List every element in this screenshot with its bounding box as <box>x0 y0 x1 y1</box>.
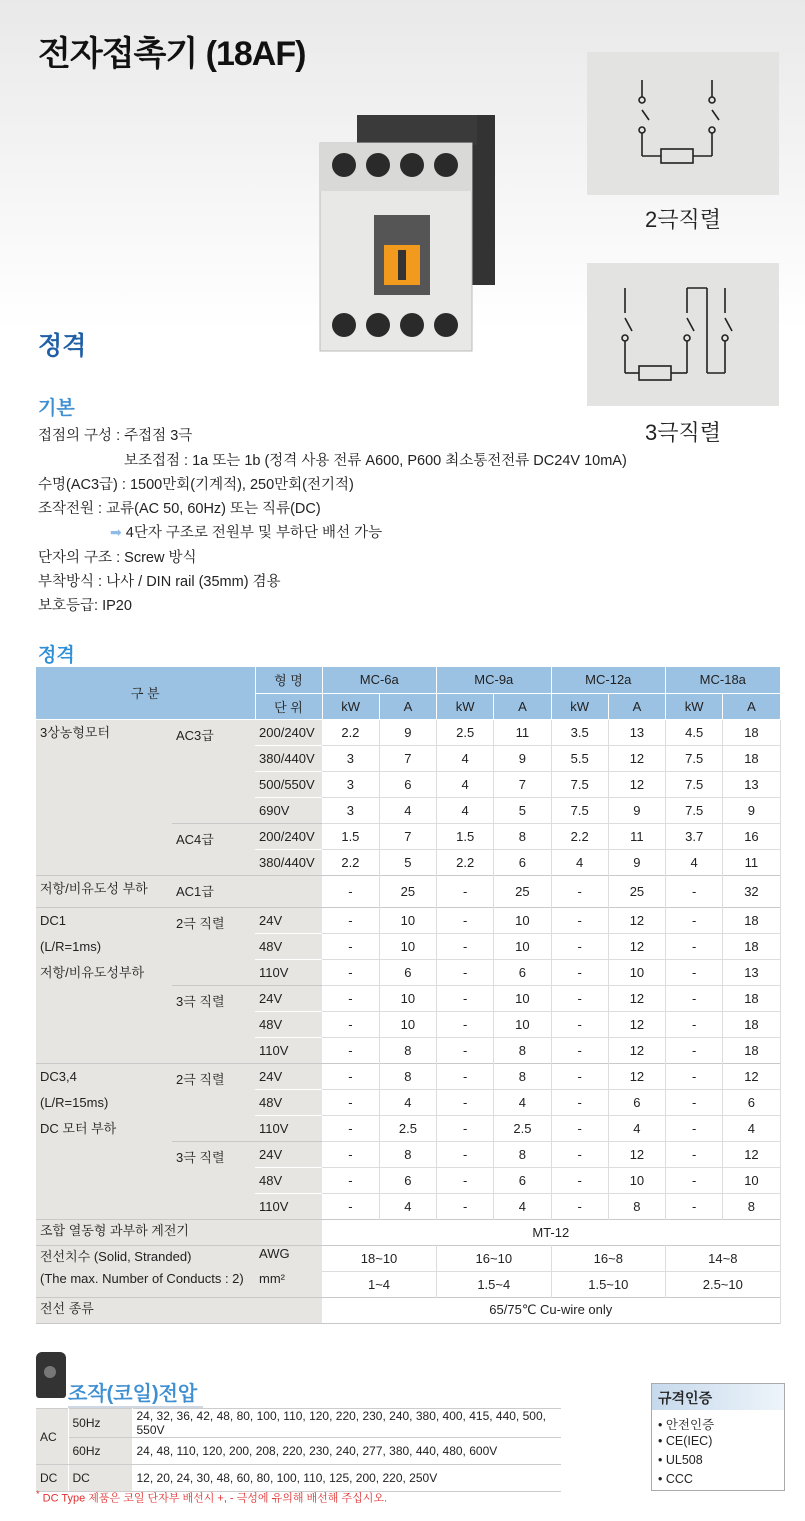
voltage-cell: 200/240V <box>255 719 322 745</box>
power-kw-cell: - <box>322 907 379 933</box>
current-a-cell: 12 <box>723 1141 780 1167</box>
note-asterisk: * <box>36 1489 40 1499</box>
voltage-cell: 48V <box>255 1011 322 1037</box>
power-kw-cell: - <box>437 1037 494 1063</box>
current-a-cell: 9 <box>608 849 665 875</box>
unit-kw: kW <box>551 693 608 719</box>
current-a-cell: 6 <box>723 1089 780 1115</box>
power-kw-cell: - <box>551 985 608 1011</box>
page-title: 전자접촉기 (18AF) <box>38 35 306 73</box>
spec-protection: 보호등급: IP20 <box>38 598 132 614</box>
power-kw-cell: 4 <box>666 849 723 875</box>
voltage-cell: 690V <box>255 797 322 823</box>
current-a-cell: 5 <box>494 797 551 823</box>
power-kw-cell: 4.5 <box>666 719 723 745</box>
power-kw-cell: - <box>666 1193 723 1219</box>
voltage-cell: 24V <box>255 1063 322 1089</box>
power-kw-cell: 3.7 <box>666 823 723 849</box>
power-kw-cell: - <box>322 933 379 959</box>
current-a-cell: 9 <box>608 797 665 823</box>
power-kw-cell: - <box>551 959 608 985</box>
coil-voltage-heading: 조작(코일)전압 <box>68 1377 203 1408</box>
voltage-cell: 24V <box>255 985 322 1011</box>
power-kw-cell: 7.5 <box>666 745 723 771</box>
current-a-cell: 13 <box>723 771 780 797</box>
coil-dc-values: 12, 20, 24, 30, 48, 60, 80, 100, 110, 125, 200, 220, 250V <box>132 1465 561 1492</box>
current-a-cell: 6 <box>379 959 436 985</box>
power-kw-cell: 4 <box>437 797 494 823</box>
voltage-cell: 380/440V <box>255 849 322 875</box>
current-a-cell: 8 <box>723 1193 780 1219</box>
power-kw-cell: - <box>666 1011 723 1037</box>
power-kw-cell: - <box>322 875 379 907</box>
category-label-line: 3상농형모터 <box>40 724 111 740</box>
power-kw-cell: - <box>666 1063 723 1089</box>
awg-unit: AWG <box>255 1245 322 1271</box>
power-kw-cell: - <box>322 985 379 1011</box>
awg-value: 16~8 <box>551 1245 666 1271</box>
model-mc-9a: MC-9a <box>437 667 552 693</box>
coil-50hz-values: 24, 32, 36, 42, 48, 80, 100, 110, 120, 220, 230, 240, 380, 400, 415, 440, 500, 550V <box>132 1409 561 1438</box>
current-a-cell: 6 <box>494 959 551 985</box>
current-a-cell: 12 <box>608 1141 665 1167</box>
subcategory-label: AC3급 <box>172 719 255 823</box>
current-a-cell: 25 <box>608 875 665 907</box>
power-kw-cell: - <box>322 1141 379 1167</box>
current-a-cell: 6 <box>379 771 436 797</box>
current-a-cell: 25 <box>379 875 436 907</box>
unit-kw: kW <box>437 693 494 719</box>
current-a-cell: 12 <box>608 933 665 959</box>
current-a-cell: 25 <box>494 875 551 907</box>
power-kw-cell: - <box>322 1063 379 1089</box>
power-kw-cell: - <box>666 1089 723 1115</box>
current-a-cell: 12 <box>723 1063 780 1089</box>
category-label <box>36 1063 172 1219</box>
model-header: 형 명 <box>255 667 322 693</box>
power-kw-cell: - <box>322 1089 379 1115</box>
power-kw-cell: 3.5 <box>551 719 608 745</box>
overload-row <box>36 1219 780 1245</box>
power-kw-cell: - <box>322 1115 379 1141</box>
certification-item: • 안전인증 <box>658 1418 715 1432</box>
voltage-cell: 48V <box>255 1089 322 1115</box>
coil-60hz-label: 60Hz <box>68 1438 132 1465</box>
current-a-cell: 4 <box>494 1193 551 1219</box>
awg-row <box>36 1245 780 1271</box>
current-a-cell: 11 <box>608 823 665 849</box>
current-a-cell: 4 <box>379 1089 436 1115</box>
current-a-cell: 9 <box>494 745 551 771</box>
current-a-cell: 6 <box>379 1167 436 1193</box>
current-a-cell: 8 <box>494 1141 551 1167</box>
power-kw-cell: - <box>437 907 494 933</box>
power-kw-cell: - <box>437 1063 494 1089</box>
spec-power: 조작전원 : 교류(AC 50, 60Hz) 또는 직류(DC) <box>38 501 321 517</box>
power-kw-cell: 4 <box>551 849 608 875</box>
unit-kw: kW <box>322 693 379 719</box>
spec-terminal-structure: 단자의 구조 : Screw 방식 <box>38 550 197 566</box>
current-a-cell: 2.5 <box>494 1115 551 1141</box>
current-a-cell: 4 <box>379 1193 436 1219</box>
current-a-cell: 13 <box>608 719 665 745</box>
current-a-cell: 18 <box>723 719 780 745</box>
current-a-cell: 6 <box>494 1167 551 1193</box>
wire-size-label: 전선치수 (Solid, Stranded) <box>36 1245 255 1271</box>
current-a-cell: 13 <box>723 959 780 985</box>
current-a-cell: 32 <box>723 875 780 907</box>
category-label <box>36 875 172 907</box>
current-a-cell: 10 <box>379 907 436 933</box>
voltage-cell: 24V <box>255 1141 322 1167</box>
unit-a: A <box>494 693 551 719</box>
current-a-cell: 18 <box>723 985 780 1011</box>
subcategory-label: 3극 직렬 <box>172 985 255 1063</box>
power-kw-cell: - <box>666 1115 723 1141</box>
unit-header: 단 위 <box>255 693 322 719</box>
power-kw-cell: 7.5 <box>666 771 723 797</box>
current-a-cell: 8 <box>379 1141 436 1167</box>
power-kw-cell: 2.2 <box>551 823 608 849</box>
subcategory-label: 2극 직렬 <box>172 907 255 985</box>
spec-aux-contacts: 보조접점 : 1a 또는 1b (정격 사용 전류 A600, P600 최소통전전류 DC24V 10mA) <box>124 453 627 469</box>
current-a-cell: 8 <box>379 1037 436 1063</box>
current-a-cell: 7 <box>494 771 551 797</box>
wire-type-value: 65/75℃ Cu-wire only <box>322 1297 780 1323</box>
model-mc-18a: MC-18a <box>666 667 781 693</box>
power-kw-cell: 2.2 <box>322 849 379 875</box>
current-a-cell: 18 <box>723 745 780 771</box>
rating-table <box>36 667 781 1324</box>
basic-heading: 기본 <box>38 398 75 419</box>
three-pole-series-diagram <box>587 263 779 406</box>
power-kw-cell: - <box>437 1089 494 1115</box>
power-kw-cell: 5.5 <box>551 745 608 771</box>
power-kw-cell: - <box>437 959 494 985</box>
category-label-line: DC1 <box>40 912 67 928</box>
current-a-cell: 8 <box>379 1063 436 1089</box>
current-a-cell: 12 <box>608 907 665 933</box>
current-a-cell: 9 <box>379 719 436 745</box>
current-a-cell: 10 <box>379 1011 436 1037</box>
current-a-cell: 10 <box>379 933 436 959</box>
coil-60hz-values: 24, 48, 110, 120, 200, 208, 220, 230, 240, 277, 380, 440, 480, 600V <box>132 1438 561 1465</box>
spec-terminal-note <box>110 521 382 542</box>
current-a-cell: 8 <box>494 1037 551 1063</box>
current-a-cell: 18 <box>723 1011 780 1037</box>
power-kw-cell: - <box>437 1167 494 1193</box>
voltage-cell: 200/240V <box>255 823 322 849</box>
rating-table-heading: 정격 <box>38 645 75 666</box>
power-kw-cell: - <box>551 1011 608 1037</box>
power-kw-cell: - <box>551 1063 608 1089</box>
power-kw-cell: - <box>437 1193 494 1219</box>
subcategory-label: AC1급 <box>172 875 255 907</box>
current-a-cell: 12 <box>608 771 665 797</box>
power-kw-cell: - <box>666 1037 723 1063</box>
power-kw-cell: - <box>551 1037 608 1063</box>
current-a-cell: 10 <box>379 985 436 1011</box>
power-kw-cell: - <box>437 1141 494 1167</box>
power-kw-cell: 2.2 <box>322 719 379 745</box>
conducts-label: (The max. Number of Conducts : 2) <box>36 1271 255 1297</box>
voltage-cell <box>255 875 322 907</box>
current-a-cell: 10 <box>494 1011 551 1037</box>
current-a-cell: 4 <box>379 797 436 823</box>
category-label-line: (L/R=1ms) <box>40 938 102 954</box>
table-row <box>36 719 780 745</box>
coil-icon <box>36 1352 66 1398</box>
voltage-cell: 380/440V <box>255 745 322 771</box>
current-a-cell: 5 <box>379 849 436 875</box>
current-a-cell: 12 <box>608 985 665 1011</box>
current-a-cell: 4 <box>723 1115 780 1141</box>
current-a-cell: 18 <box>723 933 780 959</box>
current-a-cell: 10 <box>723 1167 780 1193</box>
power-kw-cell: - <box>666 907 723 933</box>
contactor-product-image <box>312 115 498 353</box>
coil-row-60hz <box>36 1438 561 1465</box>
table-row <box>36 907 780 933</box>
coil-voltage-table <box>36 1408 561 1492</box>
spec-contacts: 접점의 구성 : 주접점 3극 <box>38 428 193 444</box>
voltage-cell: 110V <box>255 959 322 985</box>
coil-dc-label: DC <box>36 1465 68 1492</box>
spec-mounting: 부착방식 : 나사 / DIN rail (35mm) 겸용 <box>38 574 281 590</box>
current-a-cell: 4 <box>608 1115 665 1141</box>
wire-type-label: 전선 종류 <box>36 1297 322 1323</box>
arrow-right-icon: ➡ <box>110 524 122 540</box>
voltage-cell: 24V <box>255 907 322 933</box>
voltage-cell: 500/550V <box>255 771 322 797</box>
unit-kw: kW <box>666 693 723 719</box>
power-kw-cell: - <box>666 1167 723 1193</box>
certification-box <box>651 1383 785 1491</box>
category-label <box>36 719 172 875</box>
coil-dc-sub-label: DC <box>68 1465 132 1492</box>
current-a-cell: 10 <box>608 1167 665 1193</box>
current-a-cell: 8 <box>494 1063 551 1089</box>
mm2-row <box>36 1271 780 1297</box>
certification-title: 규격인증 <box>652 1384 784 1410</box>
power-kw-cell: - <box>437 1115 494 1141</box>
subcategory-label: 2극 직렬 <box>172 1063 255 1141</box>
two-pole-series-diagram <box>587 52 779 195</box>
current-a-cell: 10 <box>494 907 551 933</box>
voltage-cell: 48V <box>255 933 322 959</box>
three-pole-series-label: 3극직렬 <box>645 420 721 445</box>
power-kw-cell: 2.2 <box>437 849 494 875</box>
header-row-model <box>36 667 780 693</box>
power-kw-cell: - <box>551 1089 608 1115</box>
current-a-cell: 7 <box>379 745 436 771</box>
power-kw-cell: 7.5 <box>666 797 723 823</box>
current-a-cell: 6 <box>494 849 551 875</box>
current-a-cell: 6 <box>608 1089 665 1115</box>
mm2-unit: mm² <box>255 1271 322 1297</box>
current-a-cell: 18 <box>723 907 780 933</box>
mm2-value: 1.5~4 <box>437 1271 552 1297</box>
coil-row-dc <box>36 1465 561 1492</box>
voltage-cell: 110V <box>255 1115 322 1141</box>
spec-life: 수명(AC3급) : 1500만회(기계적), 250만회(전기적) <box>38 477 354 493</box>
current-a-cell: 4 <box>494 1089 551 1115</box>
certification-item: • UL508 <box>658 1453 703 1467</box>
current-a-cell: 11 <box>494 719 551 745</box>
current-a-cell: 12 <box>608 1037 665 1063</box>
coil-50hz-label: 50Hz <box>68 1409 132 1438</box>
unit-a: A <box>723 693 780 719</box>
power-kw-cell: - <box>437 875 494 907</box>
category-label-line: DC 모터 부하 <box>40 1120 117 1136</box>
unit-a: A <box>608 693 665 719</box>
overload-label: 조합 열동형 과부하 계전기 <box>36 1219 322 1245</box>
current-a-cell: 7 <box>379 823 436 849</box>
power-kw-cell: - <box>437 933 494 959</box>
power-kw-cell: - <box>437 1011 494 1037</box>
category-label-line: 저항/비유도성 부하 <box>40 880 148 896</box>
category-label-line: DC3,4 <box>40 1068 77 1084</box>
power-kw-cell: 4 <box>437 745 494 771</box>
power-kw-cell: - <box>666 959 723 985</box>
power-kw-cell: - <box>322 1193 379 1219</box>
power-kw-cell: - <box>551 1193 608 1219</box>
power-kw-cell: - <box>437 985 494 1011</box>
current-a-cell: 9 <box>723 797 780 823</box>
voltage-cell: 110V <box>255 1193 322 1219</box>
voltage-cell: 48V <box>255 1167 322 1193</box>
model-mc-12a: MC-12a <box>551 667 666 693</box>
current-a-cell: 2.5 <box>379 1115 436 1141</box>
power-kw-cell: - <box>322 1167 379 1193</box>
overload-value: MT-12 <box>322 1219 780 1245</box>
category-label-line: 저항/비유도성부하 <box>40 964 145 980</box>
two-pole-series-label: 2극직렬 <box>645 207 721 232</box>
power-kw-cell: - <box>551 933 608 959</box>
category-label-line: (L/R=15ms) <box>40 1094 109 1110</box>
rating-heading: 정격 <box>38 332 87 360</box>
power-kw-cell: - <box>666 933 723 959</box>
power-kw-cell: - <box>322 1011 379 1037</box>
current-a-cell: 8 <box>608 1193 665 1219</box>
current-a-cell: 16 <box>723 823 780 849</box>
table-row <box>36 1063 780 1089</box>
current-a-cell: 12 <box>608 1063 665 1089</box>
current-a-cell: 12 <box>608 1011 665 1037</box>
dc-polarity-note <box>36 1489 387 1506</box>
note-text: DC Type 제품은 코일 단자부 배선시 +, - 극성에 유의해 배선해 주십시오. <box>42 1492 388 1505</box>
power-kw-cell: 7.5 <box>551 797 608 823</box>
power-kw-cell: 4 <box>437 771 494 797</box>
current-a-cell: 10 <box>608 959 665 985</box>
current-a-cell: 10 <box>494 985 551 1011</box>
power-kw-cell: - <box>666 875 723 907</box>
power-kw-cell: - <box>551 1115 608 1141</box>
awg-value: 14~8 <box>666 1245 781 1271</box>
table-row <box>36 875 780 907</box>
awg-value: 16~10 <box>437 1245 552 1271</box>
subcategory-label: 3극 직렬 <box>172 1141 255 1219</box>
category-label <box>36 907 172 1063</box>
power-kw-cell: 2.5 <box>437 719 494 745</box>
coil-row-50hz <box>36 1409 561 1438</box>
subcategory-label: AC4급 <box>172 823 255 875</box>
model-mc-6a: MC-6a <box>322 667 437 693</box>
current-a-cell: 12 <box>608 745 665 771</box>
spec-terminal-note-text: 4단자 구조로 전원부 및 부하단 배선 가능 <box>125 525 383 541</box>
mm2-value: 1~4 <box>322 1271 437 1297</box>
wire-type-row <box>36 1297 780 1323</box>
mm2-value: 1.5~10 <box>551 1271 666 1297</box>
current-a-cell: 11 <box>723 849 780 875</box>
power-kw-cell: - <box>551 1141 608 1167</box>
mm2-value: 2.5~10 <box>666 1271 781 1297</box>
power-kw-cell: - <box>551 875 608 907</box>
category-header: 구 분 <box>36 667 255 719</box>
power-kw-cell: - <box>551 1167 608 1193</box>
unit-a: A <box>379 693 436 719</box>
certification-item: • CE(IEC) <box>658 1434 713 1448</box>
current-a-cell: 8 <box>494 823 551 849</box>
power-kw-cell: - <box>666 985 723 1011</box>
power-kw-cell: 1.5 <box>322 823 379 849</box>
awg-value: 18~10 <box>322 1245 437 1271</box>
power-kw-cell: 7.5 <box>551 771 608 797</box>
voltage-cell: 110V <box>255 1037 322 1063</box>
power-kw-cell: - <box>322 959 379 985</box>
power-kw-cell: 3 <box>322 745 379 771</box>
current-a-cell: 18 <box>723 1037 780 1063</box>
power-kw-cell: - <box>322 1037 379 1063</box>
power-kw-cell: 3 <box>322 797 379 823</box>
current-a-cell: 10 <box>494 933 551 959</box>
power-kw-cell: - <box>551 907 608 933</box>
power-kw-cell: 3 <box>322 771 379 797</box>
power-kw-cell: - <box>666 1141 723 1167</box>
power-kw-cell: 1.5 <box>437 823 494 849</box>
certification-item: • CCC <box>658 1472 693 1486</box>
coil-ac-label: AC <box>36 1409 68 1465</box>
